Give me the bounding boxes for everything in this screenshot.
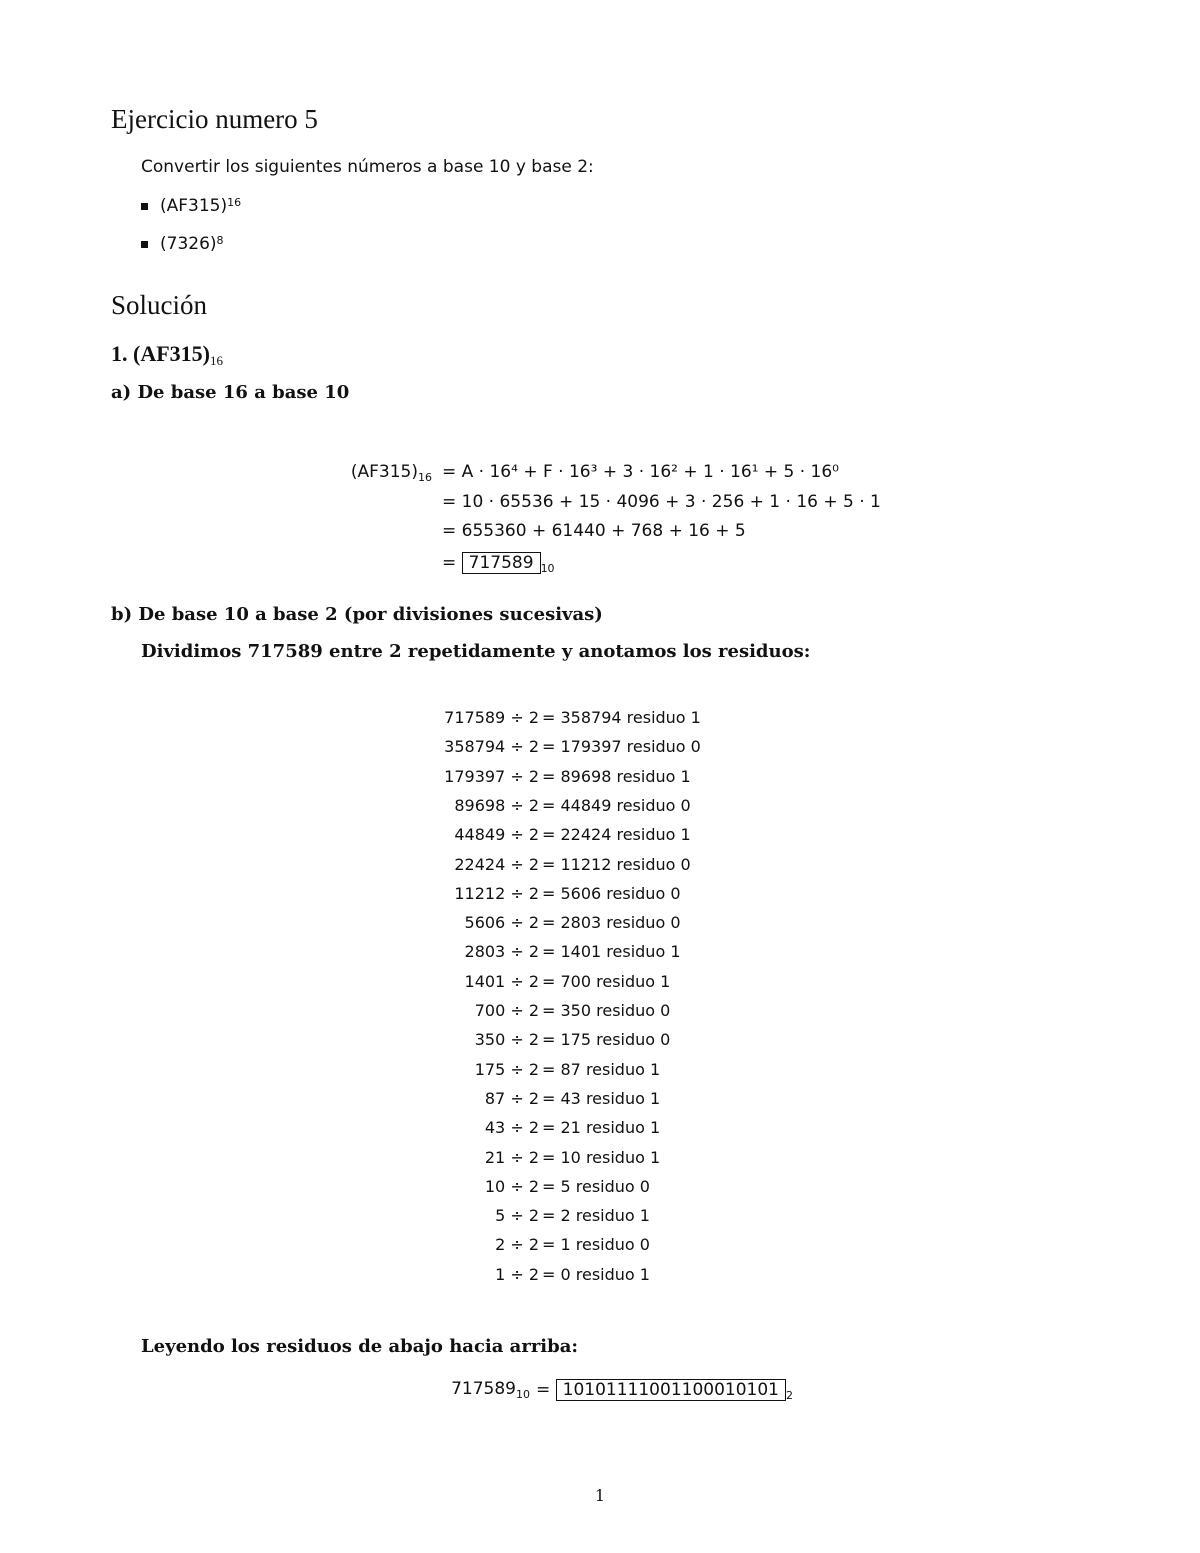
dividend: 89698 ÷ 2 (454, 795, 539, 815)
quotient-remainder: = 350 residuo 0 (542, 1001, 671, 1020)
division-row (0, 1118, 1200, 1142)
subsection-a-heading: a) De base 16 a base 10 (111, 382, 350, 403)
equation-line-1: = A · 16⁴ + F · 16³ + 3 · 16² + 1 · 16¹ + 5 · 16⁰ (442, 462, 840, 482)
quotient-remainder: = 2 residuo 1 (542, 1206, 650, 1226)
equation-lhs: $(AF315)_{16}$ (350, 462, 432, 484)
dividend: 43 ÷ 2 (484, 1118, 539, 1138)
page-number: 1 (594, 1486, 606, 1505)
subsection-b-heading: b) De base 10 a base 2 (por divisiones sucesivas) (111, 604, 603, 625)
division-row (0, 1235, 1200, 1259)
quotient-remainder: = 43 residuo 1 (542, 1088, 661, 1108)
quotient-remainder: = 1401 residuo 1 (542, 942, 681, 962)
result-base: 10 (540, 562, 555, 575)
section-heading (111, 341, 223, 369)
boxed-result: 717589 (462, 552, 541, 574)
quotient-remainder: = 2803 residuo 0 (542, 913, 681, 933)
item-number: (AF315) (160, 196, 228, 216)
dividend: 1401 ÷ 2 (464, 971, 539, 991)
quotient-remainder: = 5 residuo 0 (542, 1176, 650, 1196)
equation-line-4: = 717589 $_{10}$ (442, 553, 555, 575)
dividend: 10 ÷ 2 (484, 1176, 539, 1196)
division-row (0, 708, 1200, 732)
quotient-remainder: = 700 residuo 1 (542, 971, 671, 991)
quotient-remainder: = 10 residuo 1 (542, 1147, 661, 1167)
quotient-remainder: = 44849 residuo 0 (542, 795, 691, 815)
item-number: (7326) (160, 234, 217, 254)
division-row (0, 767, 1200, 791)
dividend: 5606 ÷ 2 (464, 913, 539, 933)
dividend: 350 ÷ 2 (474, 1030, 539, 1050)
equation-line-3: = 655360 + 61440 + 768 + 16 + 5 (442, 521, 746, 541)
final-rhs: = 10101111001100010101 $_2$ (536, 1380, 793, 1402)
equation-line-2: = 10 · 65536 + 15 · 4096 + 3 · 256 + 1 · 16 + 5 · 1 (442, 492, 881, 512)
division-row (0, 972, 1200, 996)
quotient-remainder: = 22424 residuo 1 (542, 825, 691, 845)
section-base: 16 (209, 353, 223, 368)
division-row (0, 884, 1200, 908)
division-row (0, 1265, 1200, 1289)
dividend: 175 ÷ 2 (474, 1059, 539, 1079)
quotient-remainder: = 358794 residuo 1 (542, 708, 701, 727)
subsection-b-intro: Dividimos 717589 entre 2 repetidamente y anotamos los residuos: (141, 641, 811, 662)
bullet-icon (141, 203, 148, 210)
quotient-remainder: = 5606 residuo 0 (542, 883, 681, 903)
dividend: 358794 ÷ 2 (444, 737, 539, 757)
division-row (0, 1001, 1200, 1025)
division-row (0, 1030, 1200, 1054)
division-row (0, 737, 1200, 761)
dividend: 717589 ÷ 2 (444, 708, 539, 727)
division-row (0, 1177, 1200, 1201)
item-list (141, 196, 241, 272)
bullet-icon (141, 241, 148, 248)
quotient-remainder: = 11212 residuo 0 (542, 854, 691, 874)
division-row (0, 855, 1200, 879)
boxed-binary-result: 10101111001100010101 (556, 1379, 786, 1401)
division-row (0, 1206, 1200, 1230)
division-row (0, 796, 1200, 820)
section-label: 1. (AF315) (111, 341, 210, 366)
reading-note: Leyendo los residuos de abajo hacia arriba: (141, 1336, 579, 1357)
quotient-remainder: = 179397 residuo 0 (542, 737, 701, 757)
quotient-remainder: = 21 residuo 1 (542, 1118, 661, 1138)
quotient-remainder: = 0 residuo 1 (542, 1264, 650, 1284)
exercise-title: Ejercicio numero 5 (111, 104, 318, 134)
list-item (141, 196, 241, 234)
item-base: 16 (227, 196, 242, 209)
division-row (0, 913, 1200, 937)
exercise-prompt: Convertir los siguientes números a base 10 y base 2: (141, 157, 594, 177)
dividend: 2 ÷ 2 (495, 1235, 539, 1255)
dividend: 11212 ÷ 2 (454, 883, 539, 903)
quotient-remainder: = 87 residuo 1 (542, 1059, 661, 1079)
dividend: 179397 ÷ 2 (444, 766, 539, 786)
division-row (0, 1148, 1200, 1172)
dividend: 87 ÷ 2 (484, 1088, 539, 1108)
quotient-remainder: = 1 residuo 0 (542, 1235, 650, 1255)
solution-heading: Solución (111, 290, 208, 320)
final-result-base: 2 (785, 1389, 793, 1402)
division-row (0, 825, 1200, 849)
list-item (141, 234, 241, 272)
item-base: 8 (216, 234, 224, 247)
division-row (0, 1060, 1200, 1084)
dividend: 21 ÷ 2 (484, 1147, 539, 1167)
division-row (0, 942, 1200, 966)
dividend: 44849 ÷ 2 (454, 825, 539, 845)
dividend: 22424 ÷ 2 (454, 854, 539, 874)
division-row (0, 1089, 1200, 1113)
quotient-remainder: = 89698 residuo 1 (542, 766, 691, 786)
quotient-remainder: = 175 residuo 0 (542, 1030, 671, 1050)
dividend: 1 ÷ 2 (495, 1264, 539, 1284)
final-lhs: $717589_{10}$ (451, 1379, 530, 1401)
dividend: 5 ÷ 2 (495, 1206, 539, 1226)
dividend: 700 ÷ 2 (474, 1001, 539, 1020)
dividend: 2803 ÷ 2 (464, 942, 539, 962)
